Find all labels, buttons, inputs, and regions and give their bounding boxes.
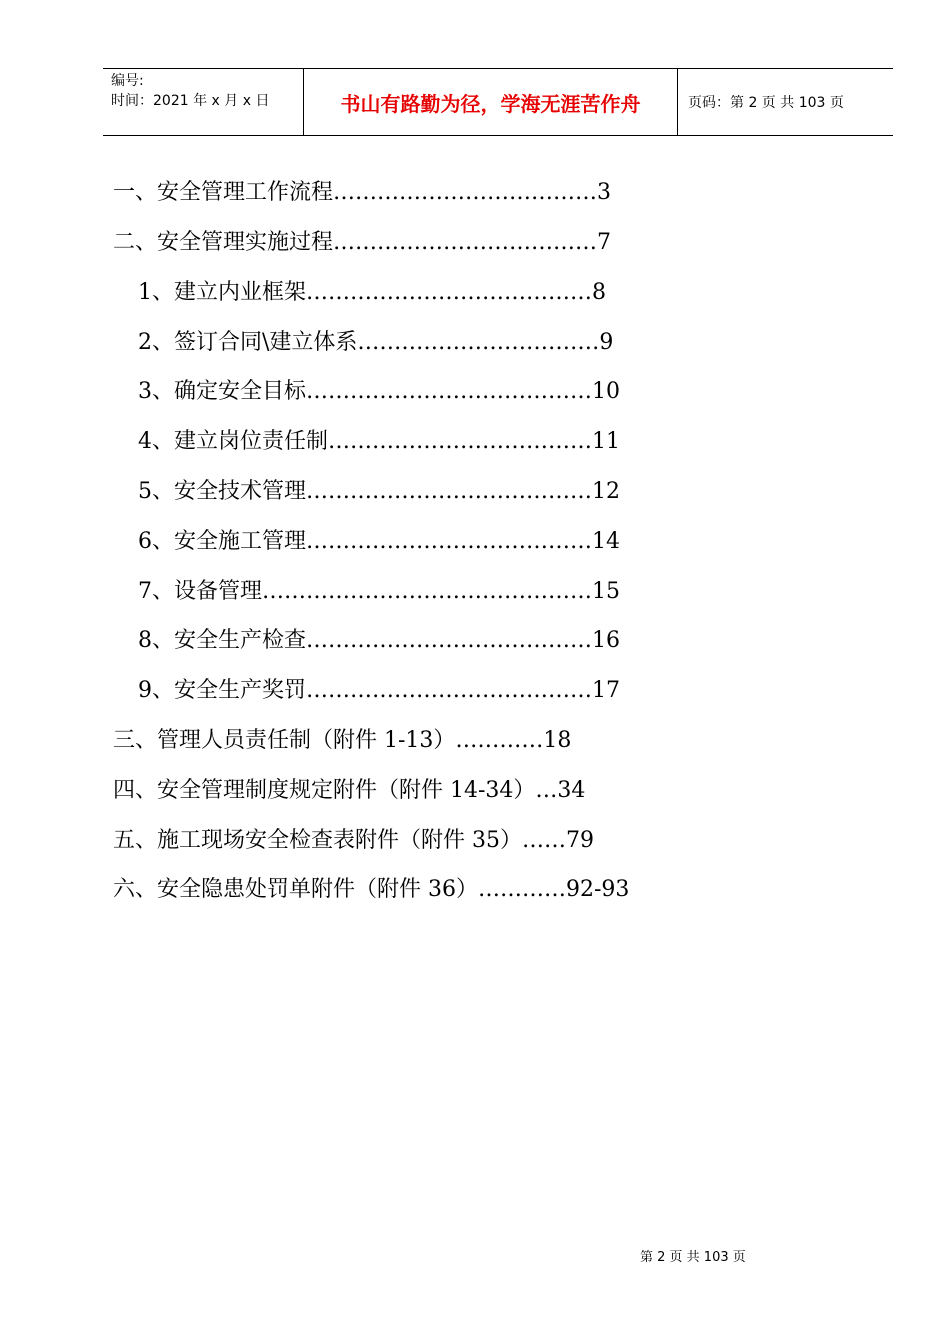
toc-item[interactable]: 2、签订合同\建立体系……………………………9 bbox=[138, 330, 614, 355]
header-meta bbox=[103, 69, 304, 135]
toc-item[interactable]: 四、安全管理制度规定附件（附件 14-34）…34 bbox=[113, 778, 586, 803]
toc-item[interactable]: 7、设备管理………………………………………15 bbox=[138, 579, 620, 604]
toc-item[interactable]: 8、安全生产检查…………………………………16 bbox=[138, 628, 620, 653]
number-label: 编号: bbox=[111, 73, 144, 89]
toc-item[interactable]: 五、施工现场安全检查表附件（附件 35）……79 bbox=[113, 828, 594, 853]
toc-item[interactable]: 一、安全管理工作流程………………………………3 bbox=[113, 180, 611, 205]
toc-item[interactable]: 4、建立岗位责任制………………………………11 bbox=[138, 429, 620, 454]
time-label: 时间：2021 年 x 月 x 日 bbox=[111, 93, 270, 109]
toc-item[interactable]: 9、安全生产奖罚…………………………………17 bbox=[138, 678, 620, 703]
toc-item[interactable]: 六、安全隐患处罚单附件（附件 36）…………92-93 bbox=[113, 877, 630, 902]
page-footer: 第 2 页 共 103 页 bbox=[640, 1250, 746, 1265]
toc-item[interactable]: 二、安全管理实施过程………………………………7 bbox=[113, 230, 611, 255]
page-header bbox=[103, 68, 893, 136]
toc-item[interactable]: 三、管理人员责任制（附件 1-13）…………18 bbox=[113, 728, 572, 753]
header-motto: 书山有路勤为径，学海无涯苦作舟 bbox=[340, 91, 641, 116]
header-motto-cell bbox=[304, 69, 678, 135]
toc-item[interactable]: 1、建立内业框架…………………………………8 bbox=[138, 280, 606, 305]
toc-item[interactable]: 3、确定安全目标…………………………………10 bbox=[138, 379, 620, 404]
header-page-info: 页码：第 2 页 共 103 页 bbox=[688, 95, 844, 111]
toc-item[interactable]: 5、安全技术管理…………………………………12 bbox=[138, 479, 620, 504]
toc-item[interactable]: 6、安全施工管理…………………………………14 bbox=[138, 529, 620, 554]
